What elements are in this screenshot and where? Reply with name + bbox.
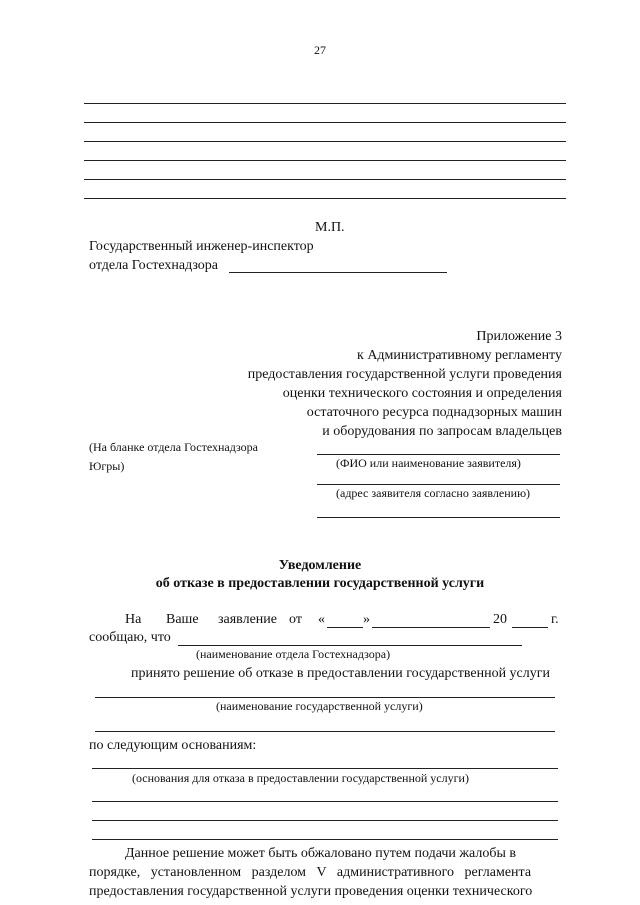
quote-open: « bbox=[318, 612, 325, 627]
appendix-line: Приложение 3 bbox=[476, 329, 562, 344]
grounds-blank-3 bbox=[92, 820, 558, 821]
department-caption: (наименование отдела Гостехнадзора) bbox=[196, 647, 391, 661]
appendix-line: остаточного ресурса поднадзорных машин bbox=[306, 405, 562, 420]
month-blank bbox=[372, 627, 490, 628]
signature-line bbox=[229, 272, 447, 273]
letterhead-note: (На бланке отдела Гостехнадзора bbox=[89, 440, 258, 454]
blank-line bbox=[84, 141, 566, 142]
word-ot: от bbox=[289, 612, 302, 627]
appendix-header bbox=[200, 327, 562, 441]
inspector-title: Государственный инженер-инспектор bbox=[89, 239, 314, 254]
appendix-line: к Административному регламенту bbox=[357, 348, 562, 363]
appeal-line-3: предоставления государственной услуги проведения оценки технического bbox=[89, 884, 533, 899]
blank-line bbox=[84, 160, 566, 161]
decision-text: принято решение об отказе в предоставлении государственной услуги bbox=[131, 666, 550, 681]
blank-line bbox=[84, 198, 566, 199]
grounds-blank-2 bbox=[92, 801, 558, 802]
service-caption: (наименование государственной услуги) bbox=[216, 699, 423, 713]
notice-subtitle: об отказе в предоставлении государственной услуги bbox=[155, 576, 485, 591]
page-number: 27 bbox=[314, 43, 326, 57]
appendix-line: оценки технического состояния и определения bbox=[282, 386, 562, 401]
applicant-address-caption: (адрес заявителя согласно заявлению) bbox=[336, 486, 531, 500]
blank-line bbox=[84, 103, 566, 104]
word-vashe: Ваше bbox=[166, 612, 199, 627]
grounds-caption: (основания для отказа в предоставлении государственной услуги) bbox=[132, 771, 469, 785]
letterhead-note-cont: Югры) bbox=[89, 459, 125, 473]
appeal-line-2: порядке, установленном разделом V административного регламента bbox=[89, 865, 532, 880]
appeal-line-1: Данное решение может быть обжаловано путем подачи жалобы в bbox=[125, 846, 517, 861]
day-blank bbox=[327, 627, 363, 628]
quote-close: » bbox=[363, 612, 370, 627]
stamp-label: М.П. bbox=[315, 220, 345, 235]
applicant-name-line bbox=[317, 454, 560, 455]
word-zayavlenie: заявление bbox=[218, 612, 278, 627]
inspector-department: отдела Гостехнадзора bbox=[89, 258, 219, 273]
year-suffix: г. bbox=[551, 612, 559, 627]
word-na: На bbox=[125, 612, 142, 627]
blank-line bbox=[84, 179, 566, 180]
grounds-intro: по следующим основаниям: bbox=[89, 738, 257, 753]
grounds-blank-4 bbox=[92, 839, 558, 840]
grounds-blank bbox=[92, 768, 558, 769]
department-blank bbox=[178, 645, 522, 646]
applicant-extra-line bbox=[317, 517, 560, 518]
service-blank-2 bbox=[95, 731, 555, 732]
applicant-address-line bbox=[317, 484, 560, 485]
notice-title: Уведомление bbox=[278, 558, 362, 573]
service-blank bbox=[95, 697, 555, 698]
year-blank bbox=[512, 627, 548, 628]
year-prefix: 20 bbox=[493, 612, 507, 627]
blank-line bbox=[84, 122, 566, 123]
appendix-line: и оборудования по запросам владельцев bbox=[322, 424, 562, 439]
word-soobshayu: сообщаю, что bbox=[89, 630, 171, 645]
applicant-name-caption: (ФИО или наименование заявителя) bbox=[336, 456, 521, 470]
appendix-line: предоставления государственной услуги проведения bbox=[247, 367, 562, 382]
